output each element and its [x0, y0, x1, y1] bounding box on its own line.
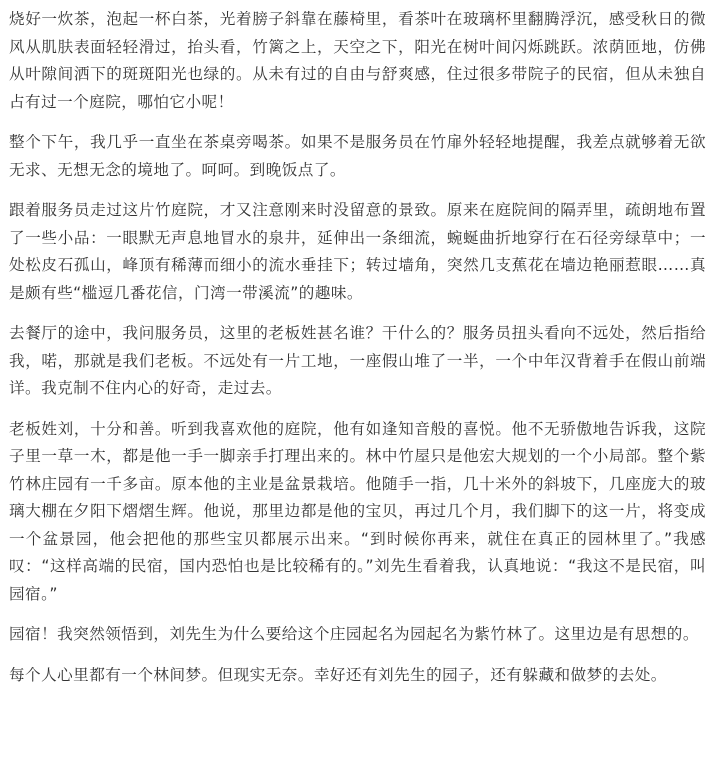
paragraph-forest-dream: 每个人心里都有一个林间梦。但现实无奈。幸好还有刘先生的园子，还有躲藏和做梦的去处。: [9, 665, 667, 684]
paragraph-boss-liu: 老板姓刘，十分和善。听到我喜欢他的庭院，他有如逢知音般的喜悦。他不无骄傲地告诉我，这院子里一草一木，都是他一手一脚亲手打理出来的。林中竹屋只是他宏大规划的一个小局部。整个紫竹林庄园有一千多亩。原本他的主业是盆景栽培。他随手一指，几十米外的斜坡下，几座庞大的玻璃大棚在夕阳下熠熠生辉。他说，那里边都是他的宝贝，再过几个月，我们脚下的这一片，将变成一个盆景园，他会把他的那些宝贝都展示出来。“到时候你再来，就住在真正的园林里了。”我感叹：“这样高端的民宿，国内恐怕也是比较稀有的。”刘先生看着我，认真地说：“我这不是民宿，叫园宿。”: [9, 419, 706, 603]
paragraph-garden-walk: 跟着服务员走过这片竹庭院，才又注意刚来时没留意的景致。原来在庭院间的隔弄里，疏朗地布置了一些小品：一眼默无声息地冒水的泉井，延伸出一条细流，蜿蜒曲折地穿行在石径旁绿草中；一处松皮石孤山，峰顶有稀薄而细小的流水垂挂下；转过墙角，突然几支蕉花在墙边艳丽惹眼……真是颇有些“槛逗几番花信，门湾一带溪流”的趣味。: [9, 201, 706, 302]
paragraph-way-to-restaurant: 去餐厅的途中，我问服务员，这里的老板姓甚名谁？干什么的？服务员扭头看向不远处，然后指给我，喏，那就是我们老板。不远处有一片工地，一座假山堆了一半，一个中年汉背着手在假山前端详。我克制不住内心的好奇，走过去。: [9, 324, 706, 397]
paragraph-whole-afternoon: 整个下午，我几乎一直坐在茶桌旁喝茶。如果不是服务员在竹扉外轻轻地提醒，我差点就够着无欲无求、无想无念的境地了。呵呵。到晚饭点了。: [9, 133, 706, 179]
paragraph-tea-afternoon: 烧好一炊茶，泡起一杯白茶，光着膀子斜靠在藤椅里，看茶叶在玻璃杯里翻腾浮沉，感受秋日的微风从肌肤表面轻轻滑过，抬头看，竹篱之上，天空之下，阳光在树叶间闪烁跳跃。浓荫匝地，仿佛从叶隙间洒下的斑斑阳光也绿的。从未有过的自由与舒爽感，住过很多带院子的民宿，但从未独自占有过一个庭院，哪怕它小呢！: [9, 10, 706, 111]
paragraph-yuansu: 园宿！我突然领悟到，刘先生为什么要给这个庄园起名为园起名为紫竹林了。这里边是有思想的。: [9, 625, 699, 643]
